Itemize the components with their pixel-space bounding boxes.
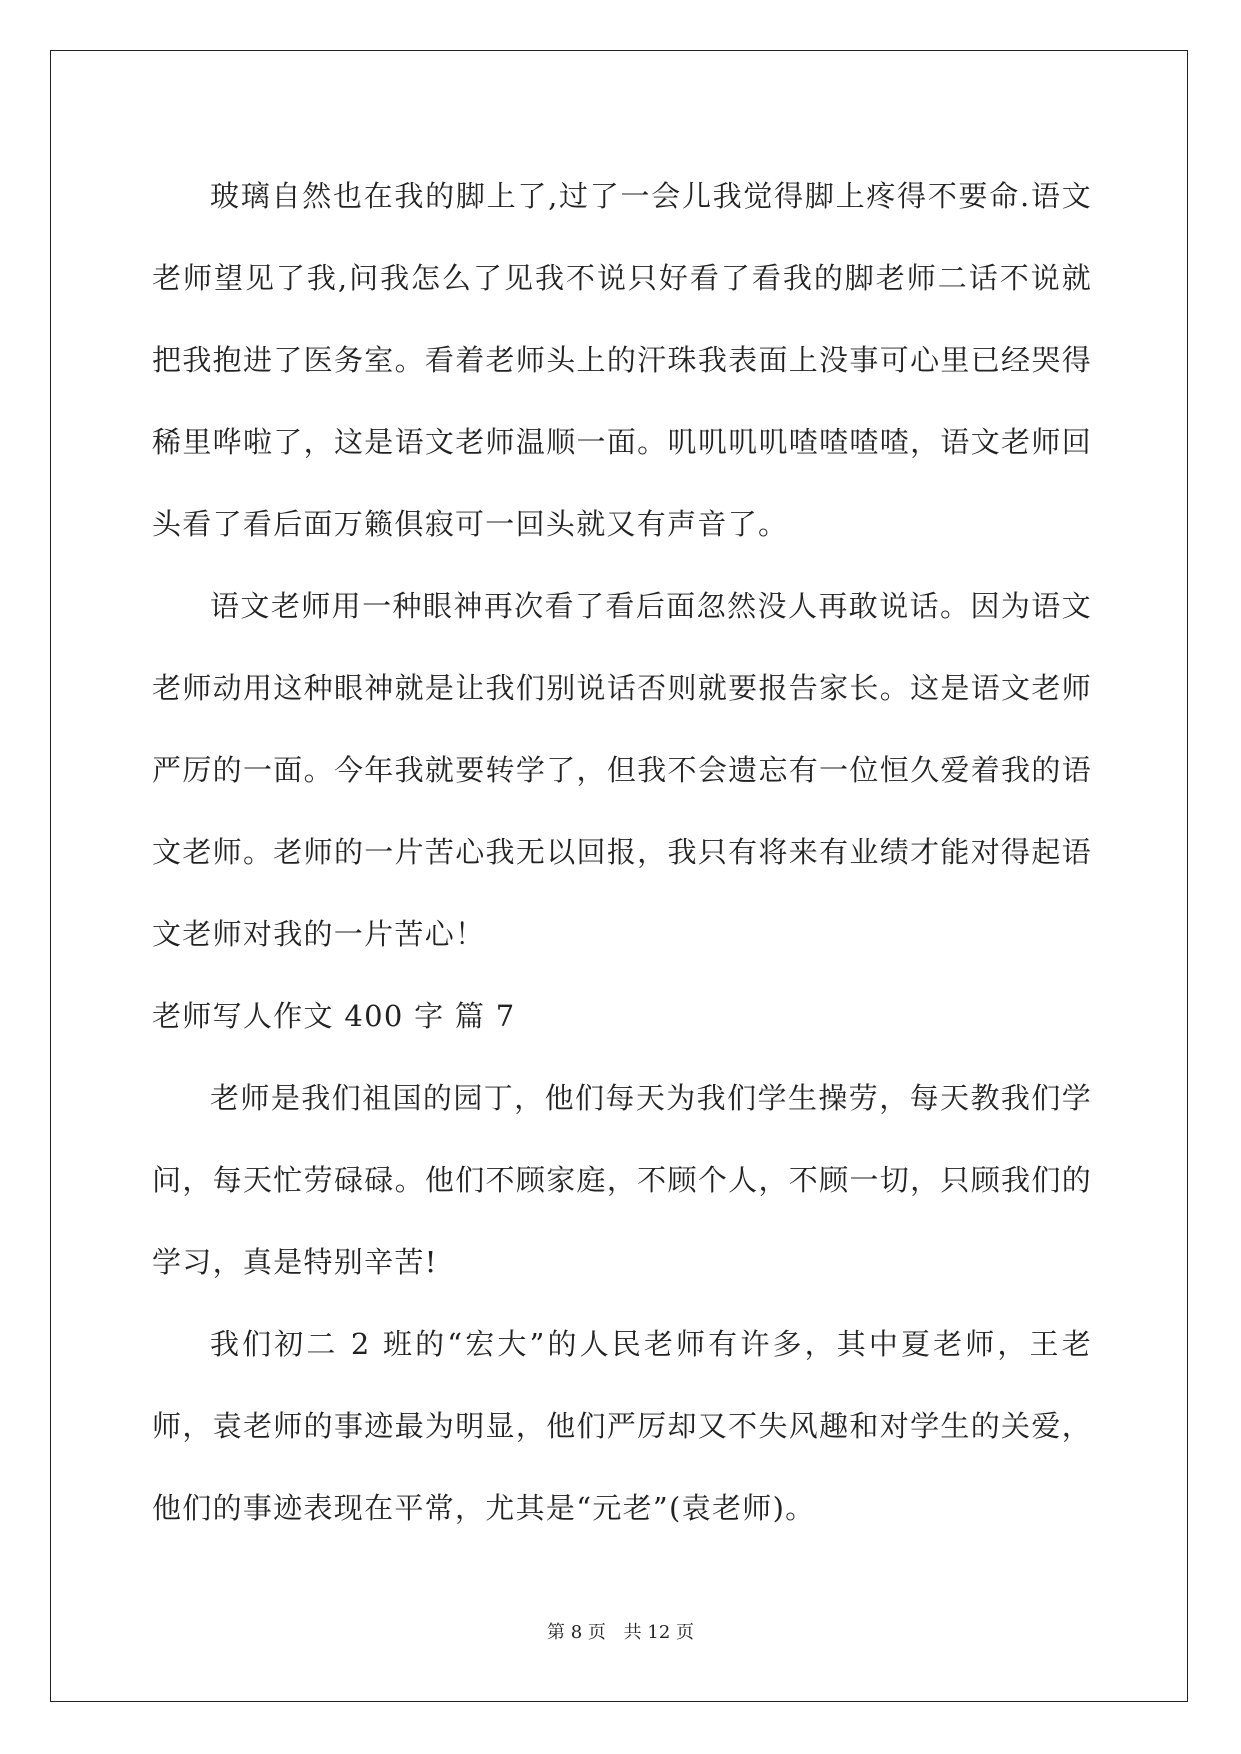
page-number: 第 8 页 [547, 1622, 606, 1643]
page-footer [0, 1618, 1241, 1644]
page-total: 共 12 页 [623, 1622, 694, 1643]
section-heading: 老师写人作文 400 字 篇 7 [152, 999, 516, 1033]
paragraph: 老师是我们祖国的园丁，他们每天为我们学生操劳，每天教我们学问，每天忙劳碌碌。他们不顾家庭，不顾个人，不顾一切，只顾我们的学习，真是特别辛苦! [152, 1081, 1092, 1279]
paragraph: 语文老师用一种眼神再次看了看后面忽然没人再敢说话。因为语文老师动用这种眼神就是让我们别说话否则就要报告家长。这是语文老师严厉的一面。今年我就要转学了，但我不会遗忘有一位恒久爱着我的语文老师。老师的一片苦心我无以回报，我只有将来有业绩才能对得起语文老师对我的一片苦心！ [152, 589, 1092, 951]
document-body [152, 155, 1092, 1549]
paragraph: 我们初二 2 班的“宏大”的人民老师有许多，其中夏老师，王老师，袁老师的事迹最为明显，他们严厉却又不失风趣和对学生的关爱，他们的事迹表现在平常，尤其是“元老”(袁老师)。 [152, 1327, 1092, 1525]
paragraph: 玻璃自然也在我的脚上了,过了一会儿我觉得脚上疼得不要命.语文老师望见了我,问我怎么了见我不说只好看了看我的脚老师二话不说就把我抱进了医务室。看着老师头上的汗珠我表面上没事可心里已经哭得稀里哗啦了，这是语文老师温顺一面。叽叽叽叽喳喳喳喳，语文老师回头看了看后面万籁俱寂可一回头就又有声音了。 [152, 179, 1092, 541]
